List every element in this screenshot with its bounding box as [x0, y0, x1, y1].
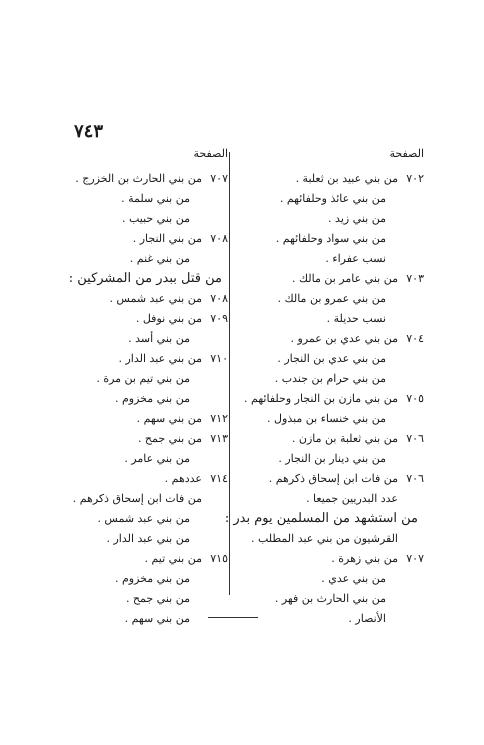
right-column [224, 168, 424, 628]
toc-page-number: ٧٠٣ [406, 271, 424, 285]
toc-entry-text: من بني سهم . [124, 611, 190, 625]
toc-entry-text: من بني عبد الدار . [106, 531, 190, 545]
toc-entry-text: عدد البدريين جميعا . [306, 491, 398, 505]
toc-entry-text: من بني مخزوم . [115, 391, 190, 405]
toc-entry-text: من بني مخزوم . [115, 571, 190, 585]
toc-entry [249, 208, 424, 228]
toc-page-number: ٧٠٨ [210, 291, 228, 305]
toc-page-number: ٧١٢ [210, 411, 228, 425]
toc-entry-text: من بني عمرو بن مالك . [277, 291, 386, 305]
toc-entry-text: نسب عفراء . [325, 251, 386, 265]
toc-entry-text: القرشيون من بني عبد المطلب . [250, 531, 398, 545]
toc-entry-text: من قتل ببدر من المشركين : [68, 270, 222, 286]
toc-page-number: ٧٠٨ [210, 231, 228, 245]
toc-entry-text: الأنصار . [348, 611, 386, 625]
toc-entry-text: من بني أسد . [128, 331, 190, 345]
toc-entry [48, 168, 228, 188]
toc-entry [48, 448, 228, 468]
toc-entry-text: من بني دينار بن النجار . [278, 451, 386, 465]
toc-entry-text: من بني سواد وحلفائهم . [275, 231, 386, 245]
toc-entry [249, 488, 424, 508]
toc-entry-text: من بني حبيب . [121, 211, 190, 225]
toc-entry-text: من استشهد من المسلمين يوم بدر : [224, 510, 418, 526]
toc-entry [249, 588, 424, 608]
toc-entry [48, 508, 228, 528]
toc-entry-text: من بني الحارث بن الخزرج . [75, 171, 202, 185]
toc-entry-text: من بني عبيد بن ثعلبة . [295, 171, 398, 185]
toc-page-number: ٧٠٥ [406, 391, 424, 405]
toc-entry [48, 528, 228, 548]
toc-entry-text: نسب حديلة . [326, 311, 386, 325]
toc-page-number: ٧١٥ [210, 551, 228, 565]
toc-page-number: ٧٠٩ [210, 311, 228, 325]
toc-entry-text: من بني سلمة . [121, 191, 190, 205]
toc-entry [48, 408, 228, 428]
toc-entry-text: من بني جمح . [125, 591, 190, 605]
toc-entry-text: من بني غنم . [129, 251, 190, 265]
toc-entry [48, 588, 228, 608]
toc-entry [249, 288, 424, 308]
toc-entry-text: من بني خنساء بن مبذول . [267, 411, 386, 425]
toc-entry-text: من بني جمح . [137, 431, 202, 445]
toc-entry [249, 548, 424, 568]
toc-entry [249, 168, 424, 188]
toc-entry [48, 208, 228, 228]
toc-entry [48, 428, 228, 448]
toc-entry-text: من بني عبد الدار . [118, 351, 202, 365]
toc-entry [249, 528, 424, 548]
toc-entry-text: من بني زيد . [328, 211, 386, 225]
toc-entry [249, 188, 424, 208]
toc-entry [249, 248, 424, 268]
toc-entry [48, 548, 228, 568]
toc-page-number: ٧٠٧ [406, 551, 424, 565]
column-divider [229, 152, 230, 595]
toc-entry [249, 328, 424, 348]
left-column-header: الصفحة [193, 147, 228, 160]
toc-entry [249, 568, 424, 588]
toc-entry-text: من بني سهم . [136, 411, 202, 425]
toc-entry [48, 248, 228, 268]
toc-entry [48, 228, 228, 248]
toc-entry-text: من بني عدي بن عمرو . [290, 331, 398, 345]
toc-entry [249, 348, 424, 368]
toc-page-number: ٧٠٦ [406, 431, 424, 445]
toc-entry [48, 568, 228, 588]
toc-entry-text: من بني عبد شمس . [109, 291, 202, 305]
toc-page-number: ٧١٣ [210, 431, 228, 445]
toc-entry [249, 408, 424, 428]
toc-entry-text: من بني حرام بن جندب . [274, 371, 386, 385]
toc-entry [48, 368, 228, 388]
toc-entry-text: عددهم . [164, 471, 202, 485]
toc-entry [48, 488, 228, 508]
toc-entry [249, 428, 424, 448]
toc-page-number: ٧٠٦ [406, 471, 424, 485]
toc-entry-text: من بني تيم . [144, 551, 202, 565]
toc-page-number: ٧٠٢ [406, 171, 424, 185]
toc-entry [48, 468, 228, 488]
toc-entry-text: من بني عدي بن النجار . [277, 351, 386, 365]
toc-entry [48, 348, 228, 368]
toc-entry-text: من بني عامر بن مالك . [292, 271, 398, 285]
footer-rule [208, 617, 258, 618]
toc-entry-text: من بني عدي . [321, 571, 386, 585]
toc-page-number: ٧٠٧ [210, 171, 228, 185]
right-column-header: الصفحة [389, 147, 424, 160]
toc-entry-text: من بني مازن بن النجار وحلفائهم . [244, 391, 398, 405]
toc-entry-text: من بني تيم بن مرة . [96, 371, 190, 385]
toc-entry-text: من بني النجار . [132, 231, 202, 245]
toc-page-number: ٧١٠ [210, 351, 228, 365]
page-number: ٧٤٣ [74, 121, 104, 142]
toc-entry [249, 268, 424, 288]
toc-entry [48, 388, 228, 408]
toc-entry [48, 308, 228, 328]
toc-entry-text: من بني عائذ وحلفائهم . [279, 191, 386, 205]
toc-entry [224, 508, 424, 528]
toc-entry [48, 328, 228, 348]
toc-entry [48, 608, 228, 628]
toc-entry-text: من بني نوفل . [135, 311, 202, 325]
toc-entry [249, 368, 424, 388]
toc-page-number: ٧١٤ [210, 471, 228, 485]
toc-entry-text: من فات ابن إسحاق ذكرهم . [72, 491, 202, 505]
toc-entry [249, 608, 424, 628]
toc-entry [249, 228, 424, 248]
toc-entry [249, 308, 424, 328]
toc-entry-text: من بني عامر . [124, 451, 190, 465]
toc-entry [48, 268, 228, 288]
toc-entry [48, 288, 228, 308]
toc-entry [48, 188, 228, 208]
toc-entry-text: من بني زهرة . [331, 551, 398, 565]
toc-page-number: ٧٠٤ [406, 331, 424, 345]
toc-entry [244, 388, 424, 408]
toc-entry [249, 468, 424, 488]
toc-entry-text: من فات ابن إسحاق ذكرهم . [268, 471, 398, 485]
toc-entry-text: من بني عبد شمس . [97, 511, 190, 525]
toc-entry-text: من بني ثعلبة بن مازن . [291, 431, 398, 445]
toc-entry [249, 448, 424, 468]
left-column [48, 168, 228, 628]
toc-entry-text: من بني الحارث بن فهر . [274, 591, 386, 605]
